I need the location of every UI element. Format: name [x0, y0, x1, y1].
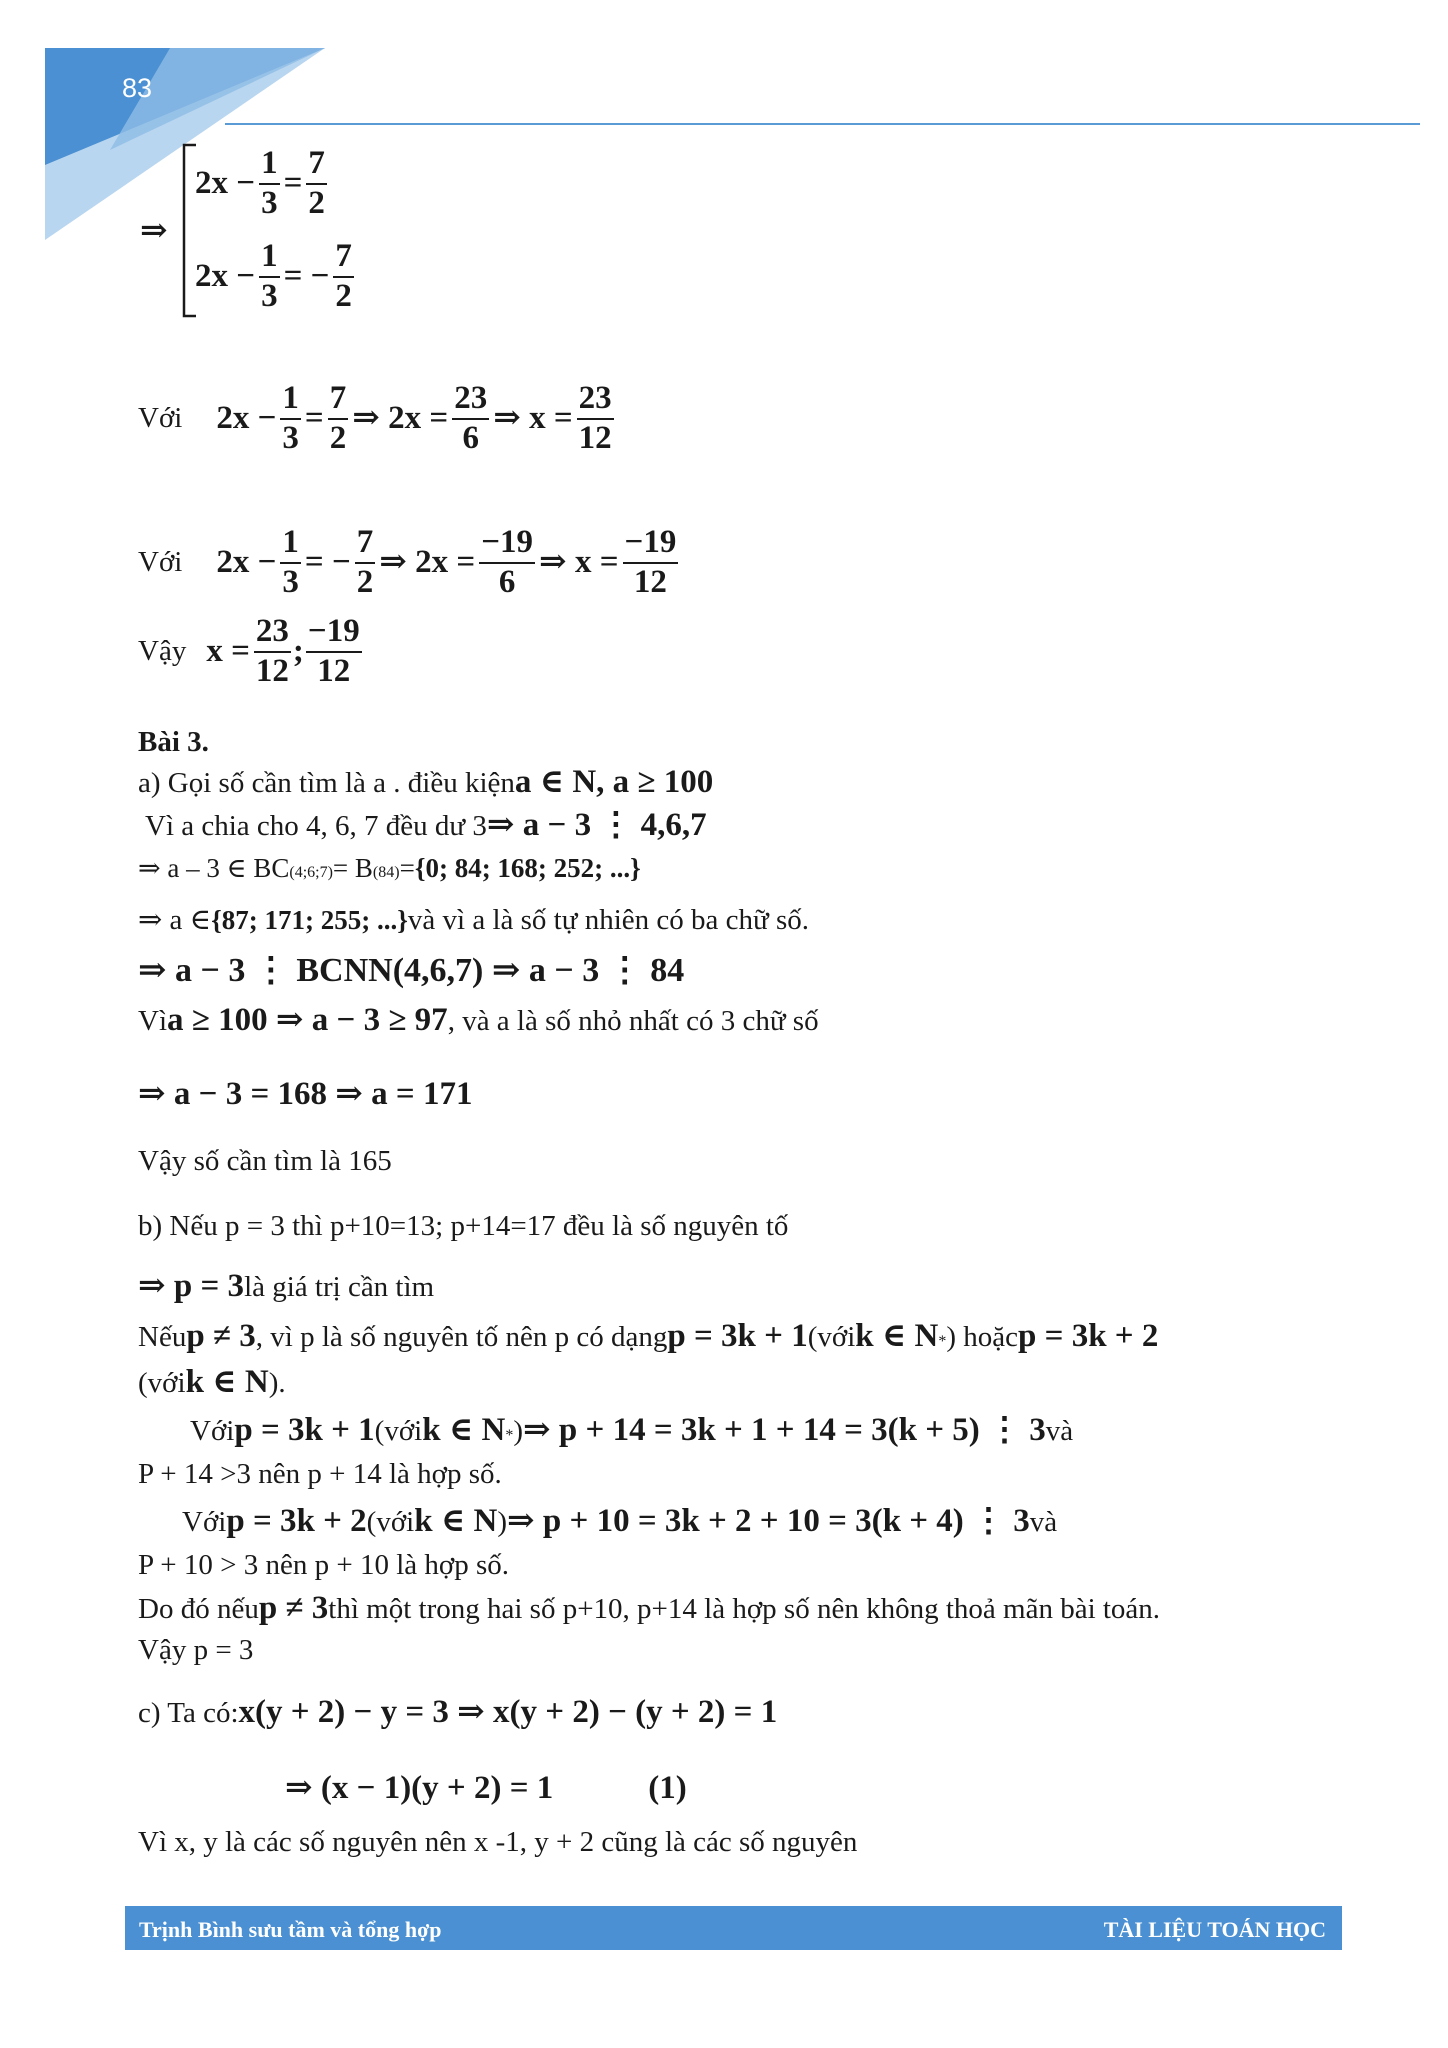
part-b-line-5: Với p = 3k + 1 (với k ∈ N * ) ⇒ p + 14 = 3k + 1 + 14 = 3(k + 5) ⋮ 3 và: [190, 1412, 1074, 1448]
system-line-1: 2x − $\frac{1}{3}$ = $\frac{7}{2}$: [195, 145, 325, 221]
part-b-line-7: Với p = 3k + 2 (với k ∈ N ) ⇒ p + 10 = 3k + 2 + 10 = 3(k + 4) ⋮ 3 và: [182, 1503, 1058, 1539]
part-a-line-2: Vì a chia cho 4, 6, 7 đều dư 3 ⇒ a − 3 ⋮ 4,6,7: [145, 807, 707, 843]
part-a-intro: a) Gọi số cần tìm là a . điều kiện a ∈ N, a ≥ 100: [138, 764, 714, 800]
part-b-line-8: P + 10 > 3 nên p + 10 là hợp số.: [138, 1549, 510, 1581]
case-1-line: Với 2x − $\frac{1}{3}$ = $\frac{7}{2}$ ⇒ 2x = $\frac{23}{6}$ ⇒ x = $\frac{23}{12}$: [138, 380, 612, 456]
system-implies-arrow: ⇒: [140, 213, 168, 249]
part-b-conclusion: Vậy p = 3: [138, 1634, 254, 1666]
footer-right-text: TÀI LIỆU TOÁN HỌC: [1103, 1917, 1326, 1942]
part-a-line-4: ⇒ a ∈ {87; 171; 255; ...} và vì a là số tự nhiên có ba chữ số.: [138, 904, 809, 936]
part-b-line-3: Nếu p ≠ 3 , vì p là số nguyên tố nên p có dạng p = 3k + 1 (với k ∈ N * ) hoặc p = 3k + 2: [138, 1318, 1159, 1354]
part-b-line-9: Do đó nếu p ≠ 3 thì một trong hai số p+10, p+14 là hợp số nên không thoả mãn bài toán.: [138, 1590, 1161, 1626]
part-c-line-3: Vì x, y là các số nguyên nên x -1, y + 2 cũng là các số nguyên: [138, 1826, 858, 1858]
case-2-line: Với 2x − $\frac{1}{3}$ = − $\frac{7}{2}$ ⇒ 2x = $\frac{-19}{6}$ ⇒ x = $\frac{-19}{12}$: [138, 524, 677, 600]
exercise-3-title: Bài 3.: [138, 726, 209, 758]
part-a-line-5: ⇒ a − 3 ⋮ BCNN(4,6,7) ⇒ a − 3 ⋮ 84: [138, 952, 685, 989]
part-a-line-6: Vì a ≥ 100 ⇒ a − 3 ≥ 97 , và a là số nhỏ nhất có 3 chữ số: [138, 1002, 819, 1038]
page-number: 83: [122, 73, 153, 103]
part-a-line-7: ⇒ a − 3 = 168 ⇒ a = 171: [138, 1076, 473, 1112]
part-b-intro: b) Nếu p = 3 thì p+10=13; p+14=17 đều là số nguyên tố: [138, 1210, 789, 1242]
system-line-2: 2x − $\frac{1}{3}$ = − $\frac{7}{2}$: [195, 238, 352, 314]
part-b-line-2: ⇒ p = 3 là giá trị cần tìm: [138, 1268, 435, 1304]
part-c-line-1: c) Ta có: x(y + 2) − y = 3 ⇒ x(y + 2) − (y + 2) = 1: [138, 1694, 778, 1730]
part-c-line-2: ⇒ (x − 1)(y + 2) = 1 (1): [285, 1770, 687, 1806]
footer-bar: [125, 1906, 1342, 1950]
part-b-line-6: P + 14 >3 nên p + 14 là hợp số.: [138, 1458, 502, 1490]
part-b-line-4: (với k ∈ N ).: [138, 1364, 286, 1400]
footer-left-text: Trịnh Bình sưu tầm và tổng hợp: [139, 1917, 442, 1942]
part-a-conclusion: Vậy số cần tìm là 165: [138, 1145, 392, 1177]
part-a-line-3: ⇒ a – 3 ∈ BC (4;6;7) = B (84) = {0; 84; 168; 252; ...}: [138, 853, 641, 883]
answer-line: Vậy x = $\frac{23}{12}$ ; $\frac{-19}{12}$: [138, 613, 360, 689]
